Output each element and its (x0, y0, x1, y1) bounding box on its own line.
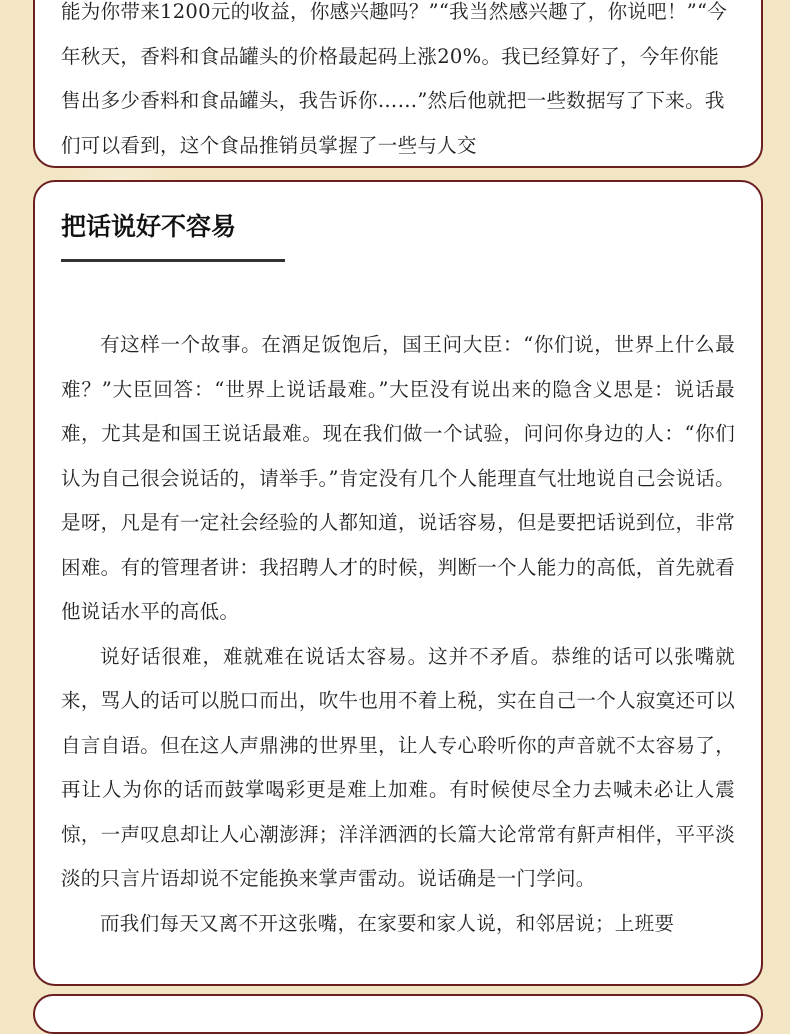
next-section-card (33, 994, 763, 1034)
section-title-underline (61, 207, 285, 262)
previous-section-paragraph: 能为你带来1200元的收益，你感兴趣吗？”“我当然感兴趣了，你说吧！”“今年秋天，香料和食品罐头的价格最起码上涨20%。我已经算好了，今年你能售出多少香料和食品罐头，我告诉你……”然后他就把一些数据写了下来。我们可以看到，这个食品推销员掌握了一些与人交 (61, 0, 728, 157)
body-paragraph-1: 有这样一个故事。在酒足饭饱后，国王问大臣：“你们说，世界上什么最难？”大臣回答：“世界上说话最难。”大臣没有说出来的隐含义思是：说话最难，尤其是和国王说话最难。现在我们做一个试验，问问你身边的人：“你们认为自己很会说话的，请举手。”肯定没有几个人能理直气壮地说自己会说话。是呀，凡是有一定社会经验的人都知道，说话容易，但是要把话说到位，非常困难。有的管理者讲：我招聘人才的时候，判断一个人能力的高低，首先就看他说话水平的高低。 (61, 333, 735, 623)
previous-section-card (33, 0, 763, 168)
section-card (33, 180, 763, 986)
section-title: 把话说好不容易 (61, 212, 237, 241)
body-paragraph-3: 而我们每天又离不开这张嘴，在家要和家人说，和邻居说；上班要 (100, 911, 675, 935)
previous-section-text (61, 0, 735, 168)
body-paragraph-2: 说好话很难，难就难在说话太容易。这并不矛盾。恭维的话可以张嘴就来，骂人的话可以脱口而出，吹牛也用不着上税，实在自己一个人寂寞还可以自言自语。但在这人声鼎沸的世界里，让人专心聆听你的声音就不太容易了，再让人为你的话而鼓掌喝彩更是难上加难。有时候使尽全力去喊未必让人震惊，一声叹息却让人心潮澎湃；洋洋洒洒的长篇大论常常有鼾声相伴，平平淡淡的只言片语却说不定能换来掌声雷动。说话确是一门学问。 (61, 644, 735, 890)
section-body (61, 323, 735, 946)
